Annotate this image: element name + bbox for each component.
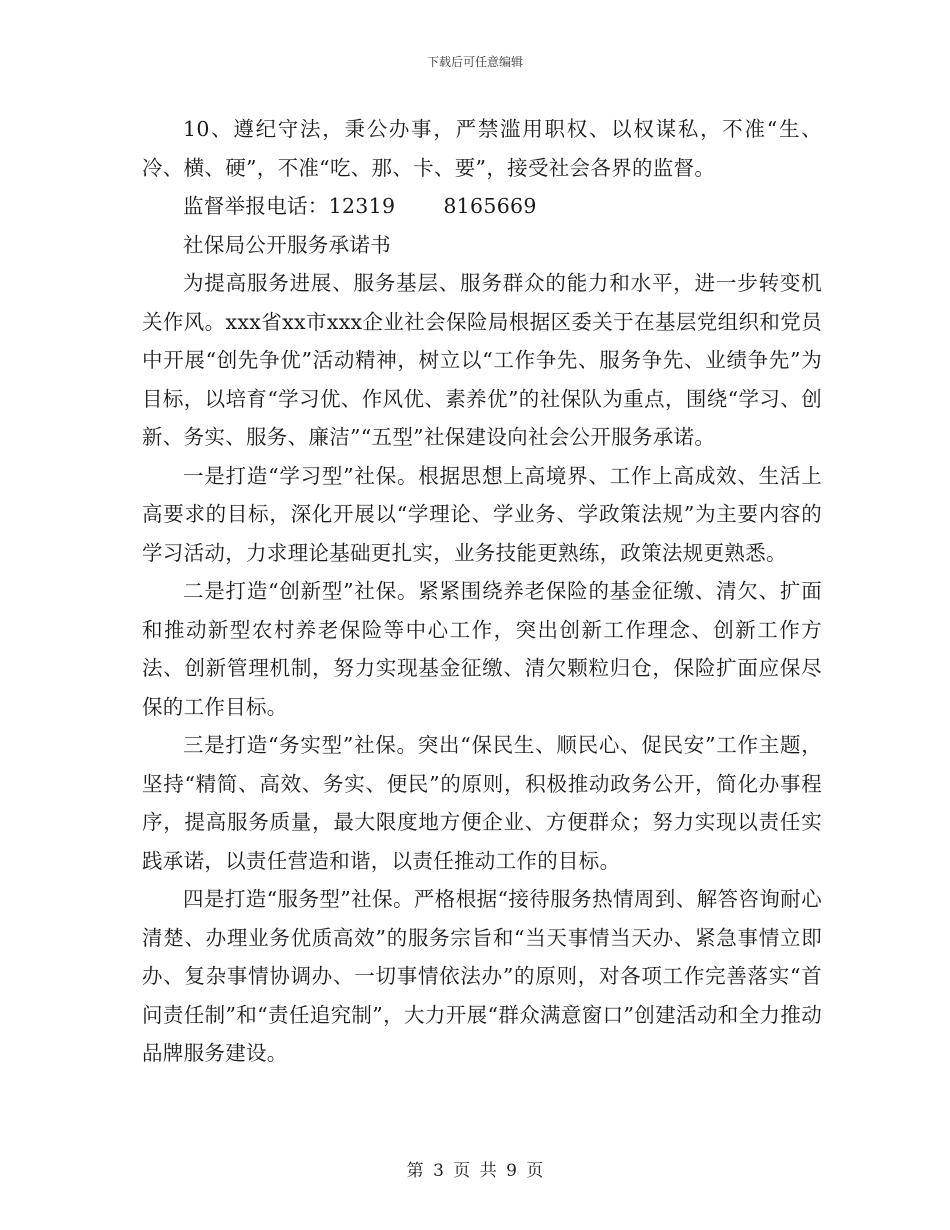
hotline-line	[142, 187, 822, 226]
page-header-note: 下载后可任意编辑	[426, 55, 523, 69]
paragraph-practical: 三是打造“务实型”社保。突出“保民生、顺民心、促民安”工作主题，坚持“精简、高效、务实、便民”的原则，积极推动政务公开，简化办事程序，提高服务质量，最大限度地方便企业、方便群众；努力实现以责任实践承诺，以责任营造和谐，以责任推动工作的目标。	[142, 733, 822, 873]
hotline-label: 监督举报电话：12319	[183, 194, 396, 218]
hotline-number: 8165669	[443, 194, 537, 218]
document-body	[142, 110, 822, 1073]
paragraph-service: 四是打造“服务型”社保。严格根据“接待服务热情周到、解答咨询耐心清楚、办理业务优质高效”的服务宗旨和“当天事情当天办、紧急事情立即办、复杂事情协调办、一切事情依法办”的原则，对各项工作完善落实“首问责任制”和“责任追究制”，大力开展“群众满意窗口”创建活动和全力推动品牌服务建设。	[142, 887, 822, 1065]
page-number-footer: 第 3 页 共 9 页	[406, 1161, 544, 1181]
paragraph-innovation: 二是打造“创新型”社保。紧紧围绕养老保险的基金征缴、清欠、扩面和推动新型农村养老保险等中心工作，突出创新工作理念、创新工作方法、创新管理机制，努力实现基金征缴、清欠颗粒归仓，保险扩面应保尽保的工作目标。	[142, 579, 822, 719]
paragraph-learning: 一是打造“学习型”社保。根据思想上高境界、工作上高成效、生活上高要求的目标，深化开展以“学理论、学业务、学政策法规”为主要内容的学习活动，力求理论基础更扎实，业务技能更熟练，政策法规更熟悉。	[142, 463, 822, 565]
document-title: 社保局公开服务承诺书	[183, 232, 391, 257]
commitment-item-10: 10、遵纪守法，秉公办事，严禁滥用职权、以权谋私，不准“生、冷、横、硬”，不准“吃、那、卡、要”，接受社会各界的监督。	[142, 117, 822, 180]
intro-paragraph: 为提高服务进展、服务基层、服务群众的能力和水平，进一步转变机关作风。xxx省xx市xxx企业社会保险局根据区委关于在基层党组织和党员中开展“创先争优”活动精神，树立以“工作争先、服务争先、业绩争先”为目标，以培育“学习优、作风优、素养优”的社保队为重点，围绕“学习、创新、务实、服务、廉洁”“五型”社保建设向社会公开服务承诺。	[142, 271, 822, 449]
